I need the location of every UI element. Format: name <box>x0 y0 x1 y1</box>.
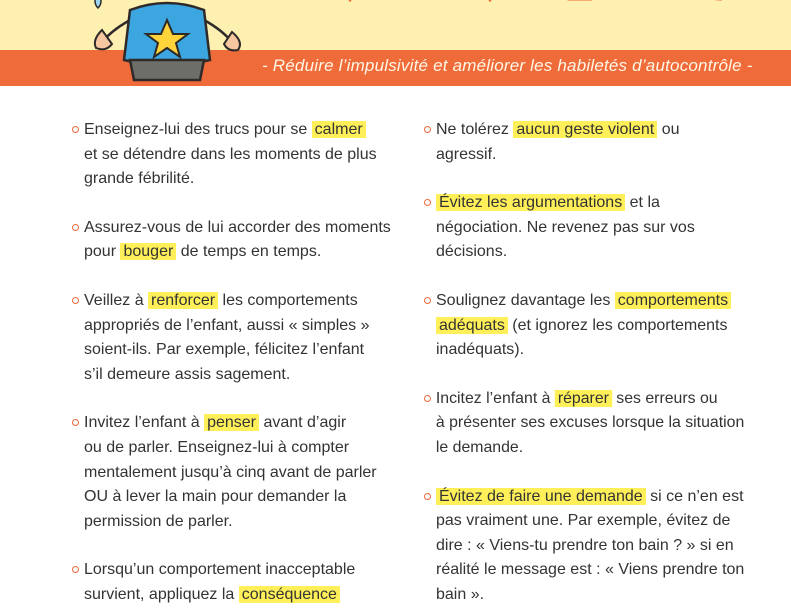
tip-text: OU à lever la main pour demander la <box>84 488 347 506</box>
tip-spacer <box>424 461 744 485</box>
bullet-circle-icon <box>424 395 431 402</box>
tip-text: Veillez à <box>84 291 149 309</box>
subtitle: - Réduire l’impulsivité et améliorer les habiletés d’autocontrôle - <box>262 56 753 75</box>
tip-item <box>424 191 744 265</box>
tip-spacer <box>72 265 392 289</box>
tip-line <box>84 485 392 510</box>
bullet-circle-icon <box>424 126 431 133</box>
tip-item <box>72 118 392 192</box>
bullet-circle-icon <box>424 493 431 500</box>
tip-line <box>84 436 392 461</box>
tip-line <box>84 411 392 436</box>
tip-line <box>436 289 744 314</box>
tip-text: et se détendre dans les moments de plus <box>84 145 377 163</box>
highlighted-keyword: renforcer <box>148 292 218 309</box>
tip-text: si ce n’en est <box>645 487 744 505</box>
tip-text: (et ignorez les comportements <box>507 316 728 334</box>
tip-line <box>84 314 392 339</box>
highlighted-keyword: aucun geste violent <box>513 121 657 138</box>
header-title-fragment <box>330 0 730 8</box>
tip-line <box>436 509 744 534</box>
highlighted-keyword: adéquats <box>436 317 508 334</box>
bullet-circle-icon <box>424 297 431 304</box>
tip-text: avant d’agir <box>259 414 347 432</box>
tip-item <box>424 387 745 461</box>
bullet-circle-icon <box>72 126 79 133</box>
tip-text: ses erreurs ou <box>611 389 718 407</box>
tip-item <box>72 216 392 265</box>
tip-spacer <box>72 534 392 558</box>
tip-item <box>424 118 744 167</box>
tip-text: de temps en temps. <box>176 243 322 261</box>
tip-spacer <box>424 265 744 289</box>
tip-line <box>84 118 392 143</box>
tip-line <box>436 118 744 143</box>
tip-text: à présenter ses excuses lorsque la situation <box>435 414 745 432</box>
tip-item <box>72 411 392 534</box>
tip-line <box>436 314 744 339</box>
tip-text: réalité le message est : « Viens prendre ton <box>436 561 745 579</box>
tip-spacer <box>424 363 744 387</box>
bullet-circle-icon <box>72 224 79 231</box>
tip-item <box>72 558 392 607</box>
left-column-tips <box>72 118 392 608</box>
tip-text: Lorsqu’un comportement inacceptable <box>84 561 356 579</box>
tip-text: bain ». <box>436 585 485 603</box>
highlighted-keyword: bouger <box>120 243 176 260</box>
tip-line <box>84 216 392 241</box>
tip-text: agressif. <box>436 145 497 163</box>
tip-line <box>84 289 392 314</box>
tip-line <box>436 338 744 363</box>
tip-line <box>436 583 744 608</box>
tip-spacer <box>72 192 392 216</box>
tip-line <box>435 411 745 436</box>
highlighted-keyword: calmer <box>312 121 366 138</box>
tip-text: survient, appliquez la <box>84 585 239 603</box>
tip-line <box>436 436 741 461</box>
bullet-circle-icon <box>72 297 79 304</box>
tip-text: le demande. <box>435 438 524 456</box>
highlighted-keyword: Évitez de faire une demande <box>436 488 646 505</box>
tip-text: négociation. Ne revenez pas sur vos <box>436 218 695 236</box>
tip-text: ou <box>657 121 680 138</box>
bullet-circle-icon <box>72 566 79 573</box>
tip-text: inadéquats). <box>436 341 525 359</box>
tip-text: décisions. <box>436 243 508 261</box>
tip-text: Invitez l’enfant à <box>84 414 205 432</box>
tip-spacer <box>72 387 392 411</box>
tip-text: les comportements <box>218 291 358 309</box>
tip-text: appropriés de l’enfant, aussi « simples » <box>84 316 370 334</box>
highlighted-keyword: Évitez les argumentations <box>436 194 625 211</box>
highlighted-keyword: réparer <box>555 390 612 407</box>
tip-text: pour <box>84 243 121 261</box>
tip-text: Incitez l’enfant à <box>435 389 555 407</box>
tip-text: mentalement jusqu’à cinq avant de parler <box>84 463 377 481</box>
tip-line <box>84 240 392 265</box>
tip-text: Soulignez davantage les <box>436 291 615 309</box>
tip-spacer <box>424 167 744 191</box>
tip-line <box>436 143 744 168</box>
tip-line <box>436 485 744 510</box>
bullet-circle-icon <box>72 419 79 426</box>
tip-line <box>436 216 744 241</box>
tip-line <box>436 240 744 265</box>
tip-line <box>84 558 392 583</box>
tip-text: Assurez-vous de lui accorder des moments <box>84 218 391 236</box>
right-column-tips <box>424 118 744 608</box>
tip-item <box>424 289 744 363</box>
highlighted-keyword: comportements <box>615 292 731 309</box>
tip-line <box>84 167 392 192</box>
highlighted-keyword: penser <box>204 414 259 431</box>
tip-line <box>84 143 392 168</box>
tip-text: Enseignez-lui des trucs pour se <box>84 121 312 138</box>
tip-text: Ne tolérez <box>436 121 514 138</box>
tip-text: grande fébrilité. <box>84 170 195 188</box>
highlighted-keyword: conséquence <box>239 586 340 603</box>
tip-item <box>424 485 744 608</box>
tip-item <box>72 289 392 387</box>
tip-text: permission de parler. <box>84 512 233 530</box>
tip-line <box>84 363 392 388</box>
tip-text: ou de parler. Enseignez-lui à compter <box>84 438 350 456</box>
tip-text: s’il demeure assis sagement. <box>84 365 291 383</box>
tip-line <box>436 191 744 216</box>
tip-line <box>84 583 392 608</box>
tip-line <box>84 510 392 535</box>
tip-text: soient-ils. Par exemple, félicitez l’enfant <box>84 341 365 359</box>
tip-line <box>84 461 392 486</box>
child-character-illustration <box>72 0 262 88</box>
tip-line <box>436 387 741 412</box>
tip-line <box>84 338 392 363</box>
bullet-circle-icon <box>424 199 431 206</box>
tip-text: pas vraiment une. Par exemple, évitez de <box>436 512 731 530</box>
tip-line <box>436 558 744 583</box>
tip-text: dire : « Viens-tu prendre ton bain ? » si en <box>436 536 734 554</box>
tip-text: et la <box>625 194 660 212</box>
tip-line <box>436 534 744 559</box>
